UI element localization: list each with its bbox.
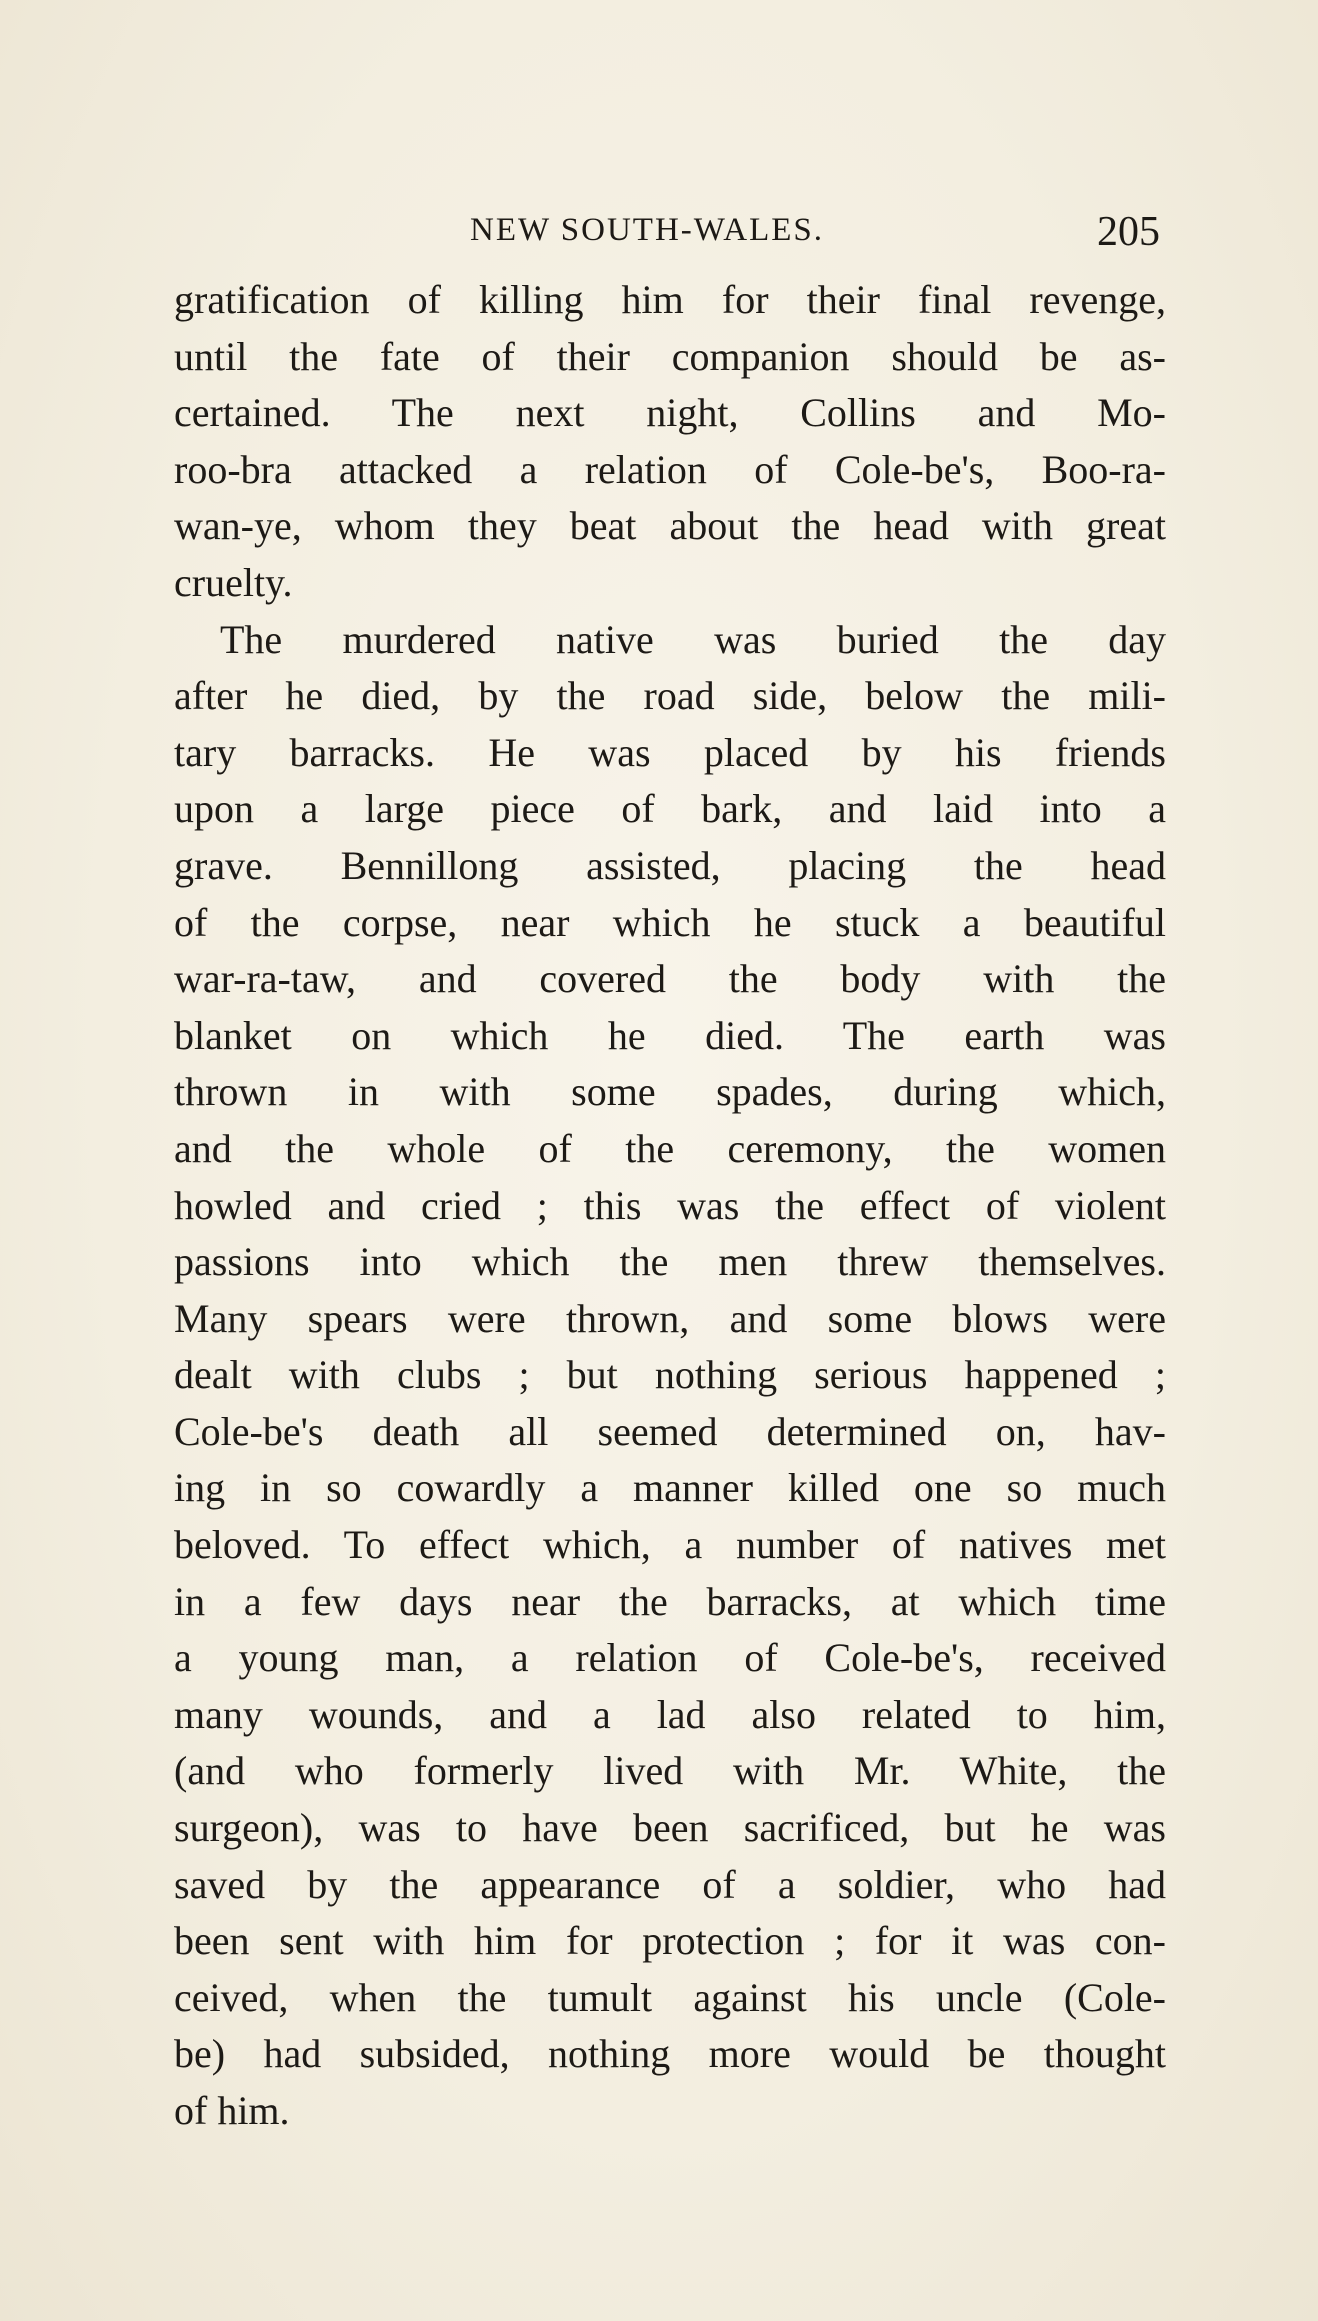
- text-line: upon a large piece of bark, and laid into a: [174, 786, 1166, 832]
- text-line: be) had subsided, nothing more would be thought: [174, 2031, 1166, 2077]
- text-line: roo-bra attacked a relation of Cole-be's, Boo-ra-: [174, 446, 1166, 492]
- text-line: certained. The next night, Collins and Mo-: [174, 390, 1166, 436]
- text-line: of the corpse, near which he stuck a beautiful: [174, 899, 1166, 945]
- text-line: howled and cried ; this was the effect of violent: [174, 1182, 1166, 1228]
- text-line: until the fate of their companion should be as-: [174, 333, 1166, 379]
- text-line: in a few days near the barracks, at which time: [174, 1578, 1166, 1624]
- text-line: after he died, by the road side, below the mili-: [174, 673, 1166, 719]
- page-header: [170, 209, 1160, 272]
- text-line: gratification of killing him for their final revenge,: [174, 277, 1166, 322]
- text-line: ing in so cowardly a manner killed one so much: [174, 1465, 1166, 1511]
- text-line: dealt with clubs ; but nothing serious happened ;: [174, 1352, 1166, 1398]
- text-line: (and who formerly lived with Mr. White, the: [174, 1748, 1166, 1794]
- body-text: [174, 272, 1166, 2140]
- text-line: Cole-be's death all seemed determined on, hav-: [174, 1408, 1166, 1454]
- text-line: a young man, a relation of Cole-be's, received: [174, 1635, 1166, 1681]
- text-line: Many spears were thrown, and some blows were: [174, 1295, 1166, 1341]
- text-line: passions into which the men threw themselves.: [174, 1239, 1166, 1285]
- running-head: NEW SOUTH-WALES.: [470, 212, 825, 248]
- text-line: beloved. To effect which, a number of natives met: [174, 1522, 1166, 1568]
- text-line: blanket on which he died. The earth was: [174, 1012, 1166, 1058]
- text-line: been sent with him for protection ; for it was con-: [174, 1918, 1166, 1964]
- text-line: many wounds, and a lad also related to him,: [174, 1691, 1166, 1737]
- text-line: of him.: [174, 2088, 290, 2133]
- text-line: war-ra-taw, and covered the body with the: [174, 956, 1166, 1002]
- text-line: ceived, when the tumult against his uncle (Cole-: [174, 1974, 1166, 2020]
- text-line: thrown in with some spades, during which,: [174, 1069, 1166, 1115]
- text-line: cruelty.: [174, 559, 293, 605]
- page-number: 205: [1097, 209, 1160, 255]
- text-line: and the whole of the ceremony, the women: [174, 1125, 1166, 1171]
- text-line: The murdered native was buried the day: [220, 616, 1166, 662]
- text-line: grave. Bennillong assisted, placing the head: [174, 842, 1166, 888]
- text-line: tary barracks. He was placed by his friends: [174, 729, 1166, 775]
- text-line: surgeon), was to have been sacrificed, but he was: [174, 1805, 1166, 1851]
- text-line: saved by the appearance of a soldier, who had: [174, 1861, 1166, 1907]
- text-line: wan-ye, whom they beat about the head with great: [174, 503, 1166, 549]
